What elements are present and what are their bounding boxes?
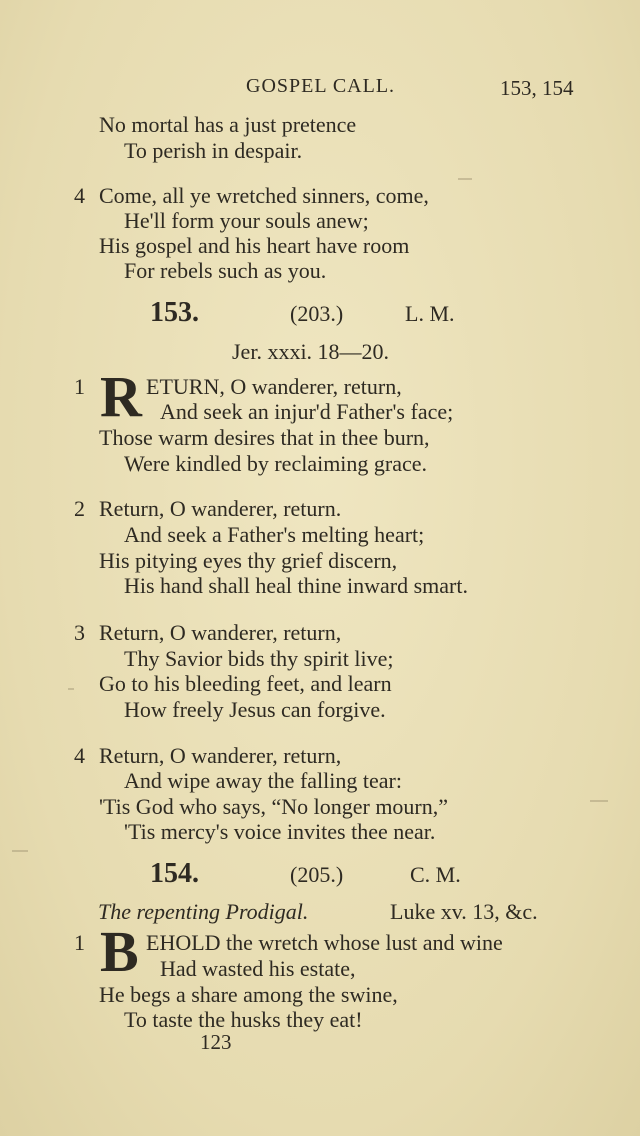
verse-line: He'll form your souls anew; bbox=[124, 208, 369, 233]
verse-line: Those warm desires that in thee burn, bbox=[99, 425, 430, 450]
verse-line: To taste the husks they eat! bbox=[124, 1007, 363, 1032]
verse-number: 4 bbox=[74, 743, 85, 768]
hymn-title: The repenting Prodigal. bbox=[98, 899, 309, 924]
hymn-alt-number: (203.) bbox=[290, 301, 344, 326]
verse-line: EHOLD the wretch whose lust and wine bbox=[146, 930, 503, 955]
verse-line: Return, O wanderer, return, bbox=[99, 743, 342, 768]
verse-line: Return, O wanderer, return. bbox=[99, 496, 342, 521]
paper-speck bbox=[12, 850, 28, 852]
hymn-number: 154. bbox=[150, 858, 199, 889]
verse-line: How freely Jesus can forgive. bbox=[124, 697, 386, 722]
hymn-meter: L. M. bbox=[405, 301, 455, 326]
verse-line: Thy Savior bids thy spirit live; bbox=[124, 646, 394, 671]
drop-cap: B bbox=[100, 919, 139, 984]
verse-number: 4 bbox=[74, 183, 85, 208]
verse-line: Come, all ye wretched sinners, come, bbox=[99, 183, 429, 208]
verse-line: No mortal has a just pretence bbox=[99, 112, 357, 137]
paper-speck bbox=[590, 800, 608, 802]
hymn-meter: C. M. bbox=[410, 862, 461, 887]
verse-line: Were kindled by reclaiming grace. bbox=[124, 451, 428, 476]
paper-speck bbox=[68, 688, 74, 690]
verse-line: 'Tis mercy's voice invites thee near. bbox=[124, 819, 436, 844]
scripture-reference: Jer. xxxi. 18—20. bbox=[232, 339, 390, 364]
verse-number: 2 bbox=[74, 496, 85, 521]
drop-cap: R bbox=[100, 364, 142, 429]
running-header-page-numbers: 153, 154 bbox=[500, 76, 574, 100]
paper-speck bbox=[458, 178, 472, 180]
verse-line: For rebels such as you. bbox=[124, 258, 327, 283]
verse-line: He begs a share among the swine, bbox=[99, 982, 398, 1007]
verse-line: Go to his bleeding feet, and learn bbox=[99, 671, 392, 696]
scripture-reference: Luke xv. 13, &c. bbox=[390, 899, 538, 924]
verse-line: His hand shall heal thine inward smart. bbox=[124, 573, 468, 598]
verse-line: And seek a Father's melting heart; bbox=[124, 522, 425, 547]
verse-number: 1 bbox=[74, 374, 85, 399]
verse-line: And wipe away the falling tear: bbox=[124, 768, 402, 793]
verse-line: And seek an injur'd Father's face; bbox=[160, 399, 454, 424]
verse-line: His gospel and his heart have room bbox=[99, 233, 410, 258]
verse-line: ETURN, O wanderer, return, bbox=[146, 374, 402, 399]
hymn-number: 153. bbox=[150, 297, 199, 328]
verse-number: 1 bbox=[74, 930, 85, 955]
running-header-title: GOSPEL CALL. bbox=[246, 75, 396, 97]
verse-line: His pitying eyes thy grief discern, bbox=[99, 548, 398, 573]
page-folio-number: 123 bbox=[200, 1030, 232, 1054]
verse-line: 'Tis God who says, “No longer mourn,” bbox=[99, 794, 449, 819]
verse-number: 3 bbox=[74, 620, 85, 645]
verse-line: Had wasted his estate, bbox=[160, 956, 356, 981]
verse-line: To perish in despair. bbox=[124, 138, 303, 163]
hymn-alt-number: (205.) bbox=[290, 862, 344, 887]
verse-line: Return, O wanderer, return, bbox=[99, 620, 342, 645]
